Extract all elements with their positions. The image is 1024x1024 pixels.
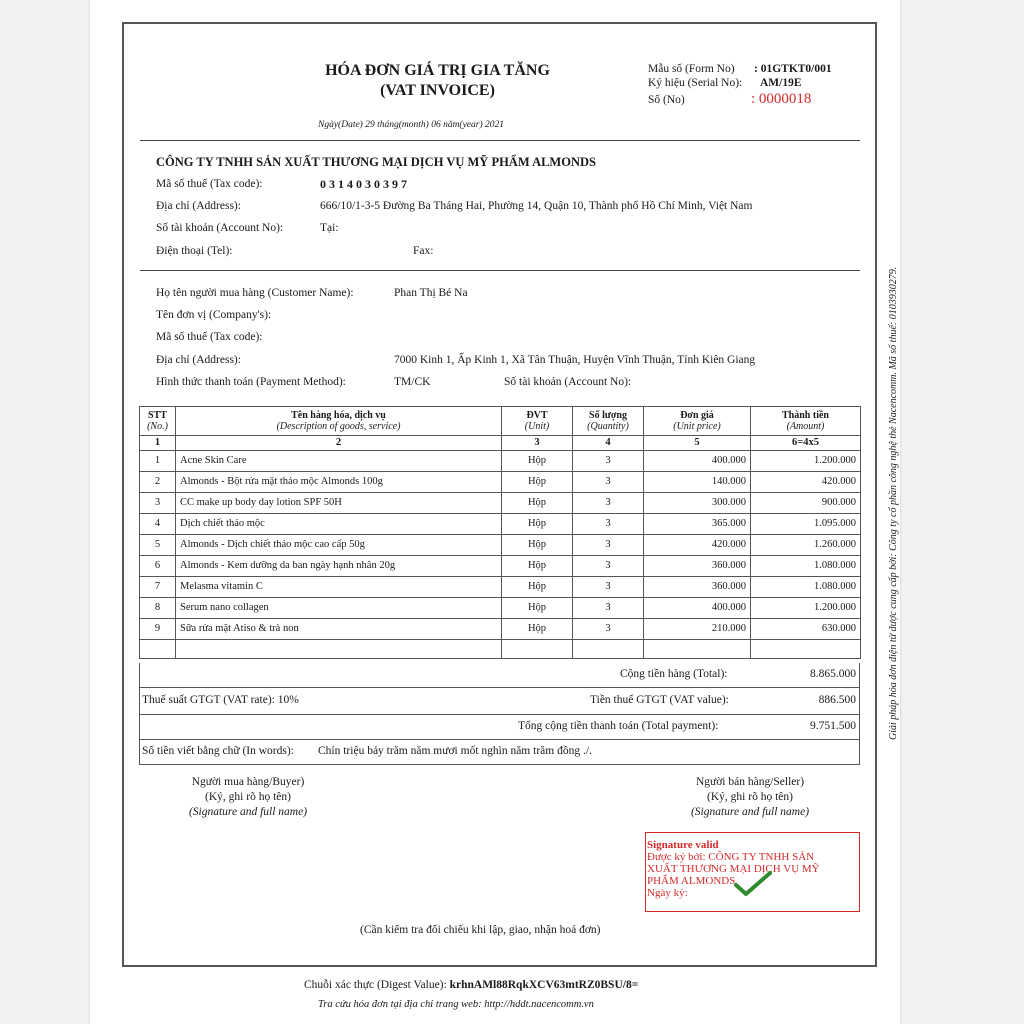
cell-amount: 1.095.000 xyxy=(751,514,861,535)
table-row xyxy=(140,577,861,598)
digital-signature-box xyxy=(645,832,860,912)
table-row xyxy=(140,535,861,556)
serial-value: AM/19E xyxy=(760,77,802,89)
cell-unit: Hộp xyxy=(502,598,573,619)
table-row xyxy=(140,472,861,493)
amount-in-words-row xyxy=(139,740,860,765)
col-header-unit-price: Đơn giá (Unit price) xyxy=(644,407,751,436)
cell-unit-price: 400.000 xyxy=(644,598,751,619)
digest-label: Chuỗi xác thực (Digest Value): xyxy=(304,979,447,991)
digest-value: krhnAMl88RqkXCV63mtRZ0BSU/8= xyxy=(449,979,639,991)
vat-value-label: Tiền thuế GTGT (VAT value): xyxy=(590,694,729,706)
invoice-date: Ngày(Date) 29 tháng(month) 06 năm(year) 2021 xyxy=(318,120,505,130)
seller-address: 666/10/1-3-5 Đường Ba Tháng Hai, Phường 14, Quận 10, Thành phố Hồ Chí Minh, Việt Nam xyxy=(320,200,753,212)
signature-signed-by: Được ký bởi: CÔNG TY TNHH SẢN xyxy=(647,851,815,863)
seller-tax-code: 0 3 1 4 0 3 0 3 9 7 xyxy=(320,177,407,191)
in-words-value: Chín triệu bảy trăm năm mươi mốt nghìn năm trăm đồng ./. xyxy=(318,745,592,757)
seller-signature-title: Người bán hàng/Seller) xyxy=(695,776,805,788)
cell-no: 1 xyxy=(140,451,176,472)
items-table xyxy=(139,406,861,659)
total-label: Cộng tiền hàng (Total): xyxy=(620,668,728,680)
cell-description: Almonds - Bột rửa mặt thảo mộc Almonds 100g xyxy=(176,472,502,493)
form-no-label: Mẫu số (Form No) xyxy=(648,63,735,75)
cell-description: Sữa rửa mặt Atiso & trà non xyxy=(176,619,502,640)
cell-no: 8 xyxy=(140,598,176,619)
cell-unit-price: 420.000 xyxy=(644,535,751,556)
total-payment-value: 9.751.500 xyxy=(810,720,856,732)
buyer-signature-title: Người mua hàng/Buyer) xyxy=(191,776,305,788)
form-no: : 01GTKT0/001 xyxy=(754,63,832,75)
cell-no: 5 xyxy=(140,535,176,556)
signature-valid-title: Signature valid xyxy=(647,839,719,851)
cell-description: Dịch chiết thảo mộc xyxy=(176,514,502,535)
cell-quantity: 3 xyxy=(573,514,644,535)
seller-tax-label: Mã số thuế (Tax code): xyxy=(156,178,263,190)
cell-quantity: 3 xyxy=(573,577,644,598)
column-index-row xyxy=(140,436,861,451)
checkmark-icon xyxy=(734,871,772,897)
seller-account-label: Số tài khoản (Account No): xyxy=(156,222,284,234)
table-header-row xyxy=(140,407,861,436)
table-row xyxy=(140,514,861,535)
cell-description: Acne Skin Care xyxy=(176,451,502,472)
divider xyxy=(140,140,860,141)
cell-description: Melasma vitamin C xyxy=(176,577,502,598)
col-header-unit: ĐVT (Unit) xyxy=(502,407,573,436)
cell-unit: Hộp xyxy=(502,556,573,577)
col-header-quantity: Số lượng (Quantity) xyxy=(573,407,644,436)
divider xyxy=(140,270,860,271)
seller-address-label: Địa chỉ (Address): xyxy=(156,200,241,212)
vat-value: 886.500 xyxy=(818,694,856,706)
title-en: (VAT INVOICE) xyxy=(380,82,495,99)
cell-quantity: 3 xyxy=(573,472,644,493)
check-note: (Cần kiểm tra đối chiếu khi lập, giao, nhận hoá đơn) xyxy=(360,924,601,936)
buyer-signature-sub-en: (Signature and full name) xyxy=(188,806,308,818)
total-value: 8.865.000 xyxy=(810,668,856,680)
buyer-signature-sub: (Ký, ghi rõ họ tên) xyxy=(205,791,291,803)
buyer-name: Phan Thị Bé Na xyxy=(394,287,468,299)
cell-unit-price: 365.000 xyxy=(644,514,751,535)
cell-quantity: 3 xyxy=(573,451,644,472)
seller-name: CÔNG TY TNHH SẢN XUẤT THƯƠNG MẠI DỊCH VỤ MỸ PHẨM ALMONDS xyxy=(156,155,596,169)
payment-method: TM/CK xyxy=(394,376,431,388)
index-cell: 1 xyxy=(140,436,176,451)
cell-unit-price: 140.000 xyxy=(644,472,751,493)
cell-unit-price: 360.000 xyxy=(644,577,751,598)
cell-no: 6 xyxy=(140,556,176,577)
table-row xyxy=(140,556,861,577)
vat-rate: Thuế suất GTGT (VAT rate): 10% xyxy=(142,694,299,706)
serial-label: Ký hiệu (Serial No): xyxy=(648,77,743,89)
signature-date-label: Ngày ký: xyxy=(647,887,688,899)
index-cell: 6=4x5 xyxy=(751,436,861,451)
seller-fax-label: Fax: xyxy=(413,245,434,257)
buyer-tax-label: Mã số thuế (Tax code): xyxy=(156,331,263,343)
cell-quantity: 3 xyxy=(573,556,644,577)
buyer-account-label: Số tài khoản (Account No): xyxy=(504,376,632,388)
index-cell: 3 xyxy=(502,436,573,451)
index-cell: 2 xyxy=(176,436,502,451)
cell-description: CC make up body day lotion SPF 50H xyxy=(176,493,502,514)
seller-account: Tại: xyxy=(320,222,339,234)
empty-row xyxy=(140,640,861,659)
buyer-address: 7000 Kinh 1, Ấp Kinh 1, Xã Tân Thuận, Huyện Vĩnh Thuận, Tỉnh Kiên Giang xyxy=(394,354,756,366)
in-words-label: Số tiền viết bằng chữ (In words): xyxy=(142,745,294,757)
buyer-name-label: Họ tên người mua hàng (Customer Name): xyxy=(156,287,354,299)
cell-unit: Hộp xyxy=(502,577,573,598)
col-header-description: Tên hàng hóa, dịch vụ (Description of goods, service) xyxy=(176,407,502,436)
cell-unit: Hộp xyxy=(502,514,573,535)
cell-amount: 1.260.000 xyxy=(751,535,861,556)
lookup-url: Tra cứu hóa đơn tại địa chỉ trang web: http://hddt.nacencomm.vn xyxy=(318,999,594,1010)
total-row xyxy=(139,663,860,688)
cell-quantity: 3 xyxy=(573,598,644,619)
cell-unit: Hộp xyxy=(502,619,573,640)
seller-signature-sub-en: (Signature and full name) xyxy=(690,806,810,818)
cell-no: 4 xyxy=(140,514,176,535)
table-row xyxy=(140,598,861,619)
cell-no: 7 xyxy=(140,577,176,598)
index-cell: 4 xyxy=(573,436,644,451)
cell-unit: Hộp xyxy=(502,451,573,472)
buyer-address-label: Địa chỉ (Address): xyxy=(156,354,241,366)
vat-row xyxy=(139,688,860,715)
cell-unit-price: 400.000 xyxy=(644,451,751,472)
signature-signed-by-cont: PHẨM ALMONDS xyxy=(647,875,736,887)
number-label: Số (No) xyxy=(648,94,685,106)
cell-amount: 1.200.000 xyxy=(751,451,861,472)
digest-line xyxy=(304,979,638,991)
cell-description: Almonds - Kem dưỡng da ban ngày hạnh nhân 20g xyxy=(176,556,502,577)
cell-unit-price: 300.000 xyxy=(644,493,751,514)
cell-unit-price: 360.000 xyxy=(644,556,751,577)
seller-signature-sub: (Ký, ghi rõ họ tên) xyxy=(707,791,793,803)
cell-description: Serum nano collagen xyxy=(176,598,502,619)
cell-unit: Hộp xyxy=(502,472,573,493)
buyer-company-label: Tên đơn vị (Company's): xyxy=(156,309,272,321)
col-header-amount: Thành tiền (Amount) xyxy=(751,407,861,436)
cell-quantity: 3 xyxy=(573,535,644,556)
provider-side-text: Giải pháp hóa đơn điện tử được cung cấp bởi: Công ty cổ phần công nghệ thẻ Nacencomm. Mã số thuế: 0103930279. xyxy=(888,266,899,740)
cell-quantity: 3 xyxy=(573,493,644,514)
invoice-number: : 0000018 xyxy=(751,91,812,107)
table-row xyxy=(140,493,861,514)
col-header-no: STT (No.) xyxy=(140,407,176,436)
cell-amount: 630.000 xyxy=(751,619,861,640)
cell-amount: 1.080.000 xyxy=(751,556,861,577)
payment-row xyxy=(139,715,860,740)
cell-unit-price: 210.000 xyxy=(644,619,751,640)
table-row xyxy=(140,619,861,640)
cell-no: 9 xyxy=(140,619,176,640)
total-payment-label: Tổng cộng tiền thanh toán (Total payment): xyxy=(518,720,719,732)
cell-unit: Hộp xyxy=(502,493,573,514)
payment-method-label: Hình thức thanh toán (Payment Method): xyxy=(156,376,346,388)
cell-no: 2 xyxy=(140,472,176,493)
cell-unit: Hộp xyxy=(502,535,573,556)
cell-amount: 900.000 xyxy=(751,493,861,514)
index-cell: 5 xyxy=(644,436,751,451)
cell-amount: 1.200.000 xyxy=(751,598,861,619)
cell-amount: 1.080.000 xyxy=(751,577,861,598)
signature-signed-by-cont: XUẤT THƯƠNG MẠI DỊCH VỤ MỸ xyxy=(647,863,820,875)
cell-amount: 420.000 xyxy=(751,472,861,493)
table-row xyxy=(140,451,861,472)
title-vn: HÓA ĐƠN GIÁ TRỊ GIA TĂNG xyxy=(325,62,550,79)
cell-quantity: 3 xyxy=(573,619,644,640)
cell-description: Almonds - Dịch chiết thảo mộc cao cấp 50g xyxy=(176,535,502,556)
seller-tel-label: Điện thoại (Tel): xyxy=(156,245,233,257)
cell-no: 3 xyxy=(140,493,176,514)
